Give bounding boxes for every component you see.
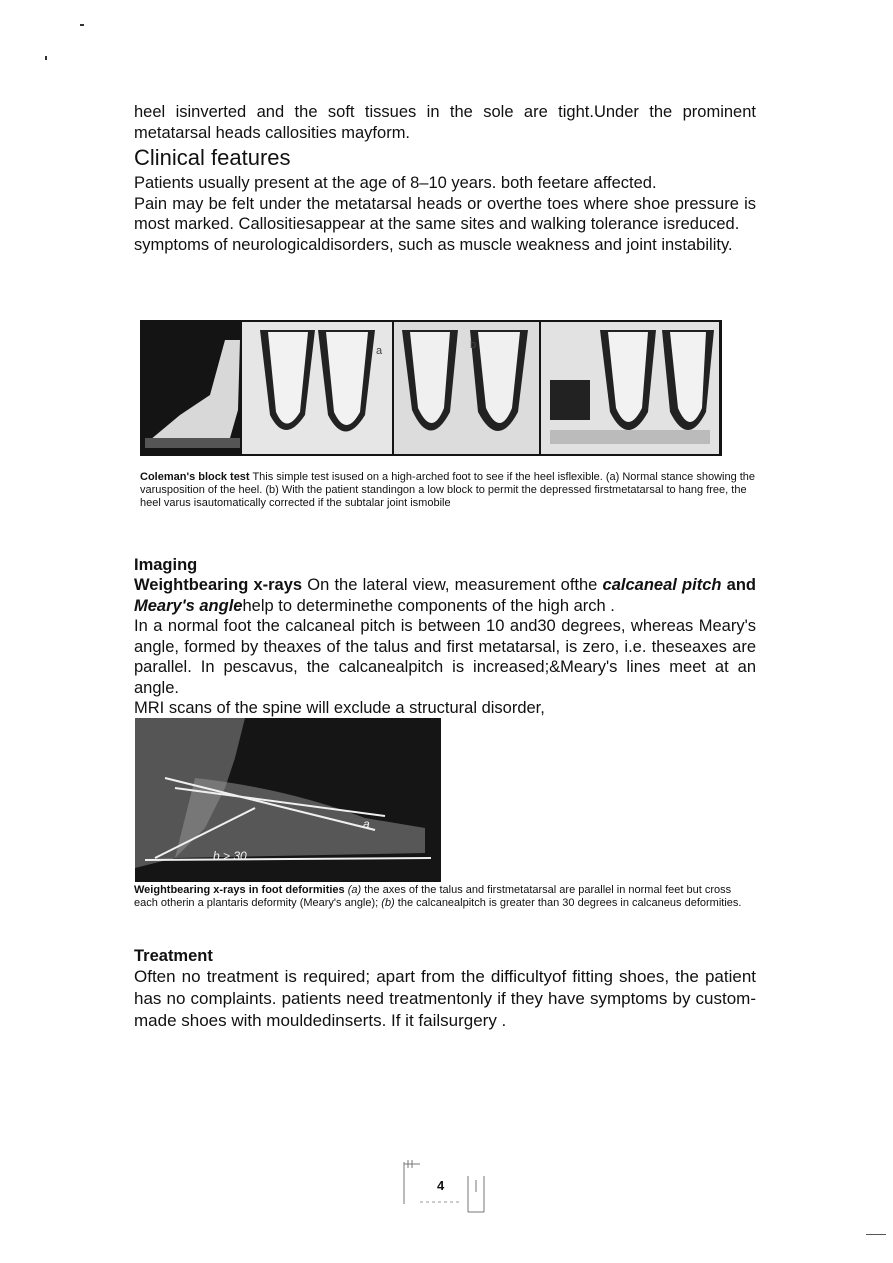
page-footer: [400, 1158, 490, 1214]
weightbearing-xray-figure: [135, 718, 441, 882]
caption-label-a: (a): [347, 884, 362, 896]
intro-paragraph: heel isinverted and the soft tissues in the sole are tight.Under the prominent metatarsal heads callosities mayform.: [134, 103, 756, 142]
panel-label-a: a: [376, 345, 383, 357]
imaging-text-2: help to determinethe components of the high arch .: [242, 596, 615, 615]
treatment-heading: Treatment: [134, 947, 213, 965]
imaging-text-1: On the lateral view, measurement ofthe: [302, 576, 603, 594]
clinical-paragraph-2: Pain may be felt under the metatarsal heads or overthe toes where shoe pressure is most marked. Callositiesappear at the same sites and walking tolerance isreduced.: [134, 194, 756, 233]
scan-mark: [866, 1234, 886, 1235]
imaging-lead: Weightbearing x-rays: [134, 576, 303, 594]
caption-label-b: (b): [381, 897, 395, 909]
clinical-heading: Clinical features: [134, 145, 291, 170]
scan-mark: [45, 56, 47, 60]
imaging-section: [134, 555, 756, 719]
xray-illustration: [135, 718, 441, 882]
imaging-paragraph-2: In a normal foot the calcaneal pitch is between 10 and30 degrees, whereas Meary's angle, formed by theaxes of the talus and first metatarsal, is zero, i.e. theseaxes are parallel. In pescavus, the calcanealpitch is increased;&Meary's lines meet at an angle.: [134, 617, 756, 697]
coleman-block-test-figure: [140, 320, 722, 456]
calcaneal-pitch-term: calcaneal pitch: [602, 576, 722, 594]
figure2-caption-text-1: the axes of the talus and firstmetatarsal are parallel in normal feet but cross each otherin a plantaris deformity (Meary's angle);: [134, 884, 732, 909]
coleman-photos-illustration: [140, 320, 722, 456]
clinical-paragraph-3: symptoms of neurologicaldisorders, such as muscle weakness and joint instability.: [134, 235, 733, 254]
scan-mark: [80, 24, 84, 26]
figure1-caption: [140, 471, 756, 510]
panel-label-b: b: [470, 339, 477, 351]
footer-marks: [400, 1158, 490, 1214]
clinical-paragraph-1: Patients usually present at the age of 8–10 years. both feetare affected.: [134, 174, 657, 192]
clinical-section: [134, 145, 756, 255]
xray-label-b: b > 30: [213, 849, 247, 863]
figure2-caption-text-2: the calcanealpitch is greater than 30 degrees in calcaneus deformities.: [394, 897, 742, 909]
figure2-caption: [134, 884, 754, 910]
page-number: 4: [437, 1178, 445, 1193]
intro-block: [134, 102, 756, 143]
figure1-caption-text: This simple test isused on a high-arched foot to see if the heel isflexible. (a) Normal stance showing the varusposition of the heel. (b) With the patient standingon a low block to permit the depressed firstmetatarsal to hang free, the heel varus isautomatically corrected if the subtalar joint ismobile: [140, 471, 756, 509]
imaging-and: and: [721, 576, 756, 594]
imaging-heading: Imaging: [134, 556, 198, 574]
xray-label-a: a: [363, 817, 370, 831]
imaging-paragraph-1: [134, 575, 756, 616]
figure1-caption-title: Coleman's block test: [140, 471, 250, 483]
treatment-paragraph: Often no treatment is required; apart from the difficultyof fitting shoes, the patient has no complaints. patients need treatmentonly if they have symptoms by custom-made shoes with mouldedinserts. If it failsurgery .: [134, 967, 756, 1030]
treatment-section: [134, 946, 756, 1032]
imaging-paragraph-3: MRI scans of the spine will exclude a structural disorder,: [134, 699, 545, 717]
mearys-angle-term: Meary's angle: [134, 596, 243, 615]
figure2-caption-title: Weightbearing x-rays in foot deformities: [134, 884, 345, 896]
